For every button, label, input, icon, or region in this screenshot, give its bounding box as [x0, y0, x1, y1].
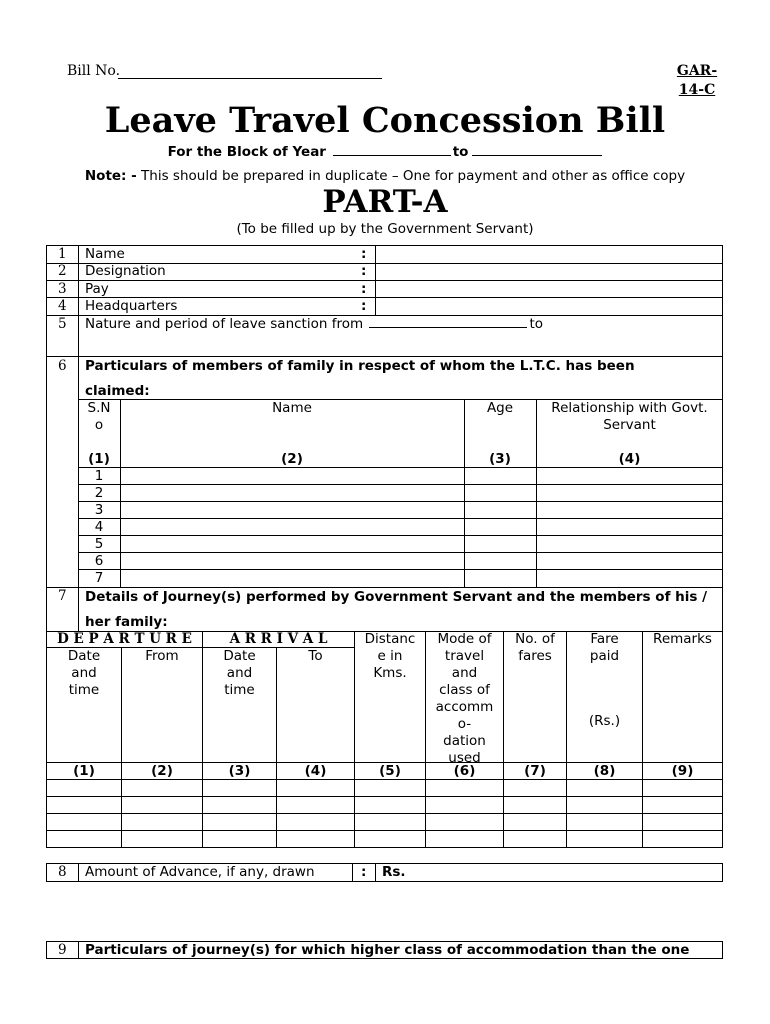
note: [0, 168, 770, 184]
rule: [46, 863, 47, 882]
leave-period-label: Nature and period of leave sanction from: [85, 316, 364, 332]
col-num: (5): [379, 763, 401, 779]
leave-from-field[interactable]: [369, 316, 527, 328]
journey-heading-cont: her family:: [85, 614, 168, 630]
header-line: o-: [457, 716, 472, 732]
arrival-header: A R R I V A L: [229, 631, 328, 647]
table-row: 3: [94, 502, 104, 518]
departure-header: D E P A R T U R E: [57, 631, 192, 647]
name-label: Name: [85, 246, 125, 262]
rule: [46, 830, 723, 831]
rule: [46, 356, 723, 357]
item-number: 5: [58, 316, 67, 332]
colon: :: [361, 263, 367, 279]
note-label: Note: -: [84, 168, 137, 184]
headquarters-field[interactable]: [377, 298, 721, 314]
col-sno: S.N: [87, 400, 111, 416]
table-row: 5: [94, 536, 104, 552]
rule: [352, 863, 353, 882]
header-line: Date: [223, 648, 256, 664]
col-fare-paid-unit: (Rs.): [588, 713, 621, 729]
form-code: [672, 62, 722, 100]
header-line: paid: [589, 648, 620, 664]
header-line: accomm: [435, 699, 494, 715]
col-num: (1): [88, 451, 110, 467]
col-num: (9): [671, 763, 694, 779]
rule: [722, 245, 723, 631]
header-line: time: [68, 682, 100, 698]
rule: [46, 245, 47, 631]
leave-to-label: to: [529, 316, 543, 332]
rule: [536, 399, 537, 588]
page-title: Leave Travel Concession Bill: [104, 100, 666, 141]
rule: [78, 501, 723, 502]
rule: [722, 631, 723, 848]
rule: [276, 647, 277, 848]
col-num: (3): [489, 451, 511, 467]
rule: [78, 484, 723, 485]
rule: [78, 535, 723, 536]
rule: [78, 518, 723, 519]
pay-label: Pay: [85, 281, 109, 297]
rule: [78, 552, 723, 553]
higher-class-heading: Particulars of journey(s) for which higher class of accommodation than the one: [85, 942, 690, 958]
col-num: (1): [73, 763, 95, 779]
colon: :: [361, 246, 367, 262]
family-heading: Particulars of members of family in respect of whom the L.T.C. has been: [85, 358, 635, 374]
rule: [121, 647, 122, 848]
header-line: class of: [439, 682, 490, 698]
header-line: Distanc: [364, 631, 416, 647]
leave-period-row: [85, 316, 543, 333]
rule: [46, 881, 723, 882]
header-line: Fare: [590, 631, 619, 647]
item-number: 9: [58, 942, 67, 958]
col-arrival-date: [203, 648, 276, 699]
col-num: (2): [281, 451, 303, 467]
header-line: Mode of: [437, 631, 492, 647]
header-line: and: [451, 665, 478, 681]
col-fare-paid: [567, 631, 642, 665]
header-line: time: [224, 682, 255, 698]
rule: [78, 863, 79, 882]
col-to: To: [308, 648, 323, 664]
rule: [78, 941, 79, 959]
designation-field[interactable]: [377, 264, 721, 279]
rule: [464, 399, 465, 588]
header-line: Date: [67, 648, 101, 664]
family-heading-cont: claimed:: [85, 383, 150, 399]
block-year-from-field[interactable]: [333, 143, 451, 156]
name-field[interactable]: [377, 246, 721, 262]
col-num: (4): [304, 763, 327, 779]
filled-by-note: (To be filled up by the Government Servant): [236, 221, 534, 237]
header-line: travel: [444, 648, 485, 664]
item-number: 3: [58, 281, 67, 297]
rule: [78, 245, 79, 631]
rule: [46, 796, 723, 797]
col-num: (6): [453, 763, 476, 779]
col-num: (3): [228, 763, 251, 779]
col-num: (7): [524, 763, 546, 779]
pay-field[interactable]: [377, 281, 721, 296]
item-number: 1: [58, 246, 67, 262]
part-heading: PART-A: [322, 184, 448, 220]
table-row: 4: [94, 519, 104, 535]
advance-amount-field[interactable]: [410, 864, 720, 880]
col-from: From: [145, 648, 179, 664]
form-code-line1: GAR-: [676, 63, 718, 79]
block-of-year: [0, 143, 770, 160]
block-year-to-field[interactable]: [472, 143, 602, 156]
advance-currency: Rs.: [382, 864, 406, 880]
rule: [78, 467, 723, 468]
col-mode: [426, 631, 503, 767]
col-num: (4): [618, 451, 641, 467]
table-row: 2: [94, 485, 104, 501]
header-line: dation: [443, 733, 486, 749]
rule: [722, 863, 723, 882]
col-departure-date: [47, 648, 121, 699]
col-sno-cont: o: [94, 417, 104, 433]
rule: [375, 245, 376, 315]
header-line: used: [448, 750, 481, 766]
block-prefix: For the Block of Year: [167, 144, 326, 160]
col-num: (2): [151, 763, 173, 779]
header-line: and: [71, 665, 97, 681]
table-row: 1: [94, 468, 104, 484]
table-row: 6: [94, 553, 104, 569]
rule: [722, 941, 723, 959]
item-number: 2: [58, 263, 67, 279]
rule: [375, 863, 376, 882]
col-remarks: Remarks: [653, 631, 712, 647]
item-number: 6: [58, 358, 67, 374]
header-line: Kms.: [373, 665, 407, 681]
col-name: Name: [272, 400, 312, 416]
header-line: fares: [518, 648, 552, 664]
advance-label: Amount of Advance, if any, drawn: [85, 864, 315, 880]
header-line: e in: [377, 648, 403, 664]
item-number: 8: [58, 864, 67, 880]
col-num: (8): [593, 763, 616, 779]
item-number: 7: [58, 588, 67, 604]
col-relationship-cont: Servant: [603, 417, 656, 433]
rule: [642, 631, 643, 848]
rule: [46, 813, 723, 814]
col-relationship: Relationship with Govt.: [551, 400, 708, 416]
rule: [78, 569, 723, 570]
block-to-label: to: [452, 144, 469, 160]
note-text: This should be prepared in duplicate – One for payment and other as office copy: [136, 168, 686, 184]
item-number: 4: [58, 298, 67, 314]
header-line: and: [226, 665, 253, 681]
headquarters-label: Headquarters: [85, 298, 178, 314]
bill-no-label: Bill No.: [67, 63, 121, 79]
table-row: 7: [94, 570, 104, 586]
rule: [46, 941, 47, 959]
bill-no-field[interactable]: [118, 78, 382, 79]
form-code-line2: 14-C: [678, 82, 716, 98]
rule: [120, 399, 121, 588]
header-line: No. of: [515, 631, 555, 647]
colon: :: [361, 298, 367, 314]
colon: :: [361, 864, 367, 880]
rule: [46, 847, 723, 848]
journey-heading: Details of Journey(s) performed by Government Servant and the members of his /: [85, 589, 708, 605]
colon: :: [361, 281, 367, 297]
designation-label: Designation: [85, 263, 166, 279]
col-age: Age: [486, 400, 514, 416]
col-distance: [355, 631, 425, 682]
col-fares: [504, 631, 566, 665]
rule: [46, 587, 723, 588]
